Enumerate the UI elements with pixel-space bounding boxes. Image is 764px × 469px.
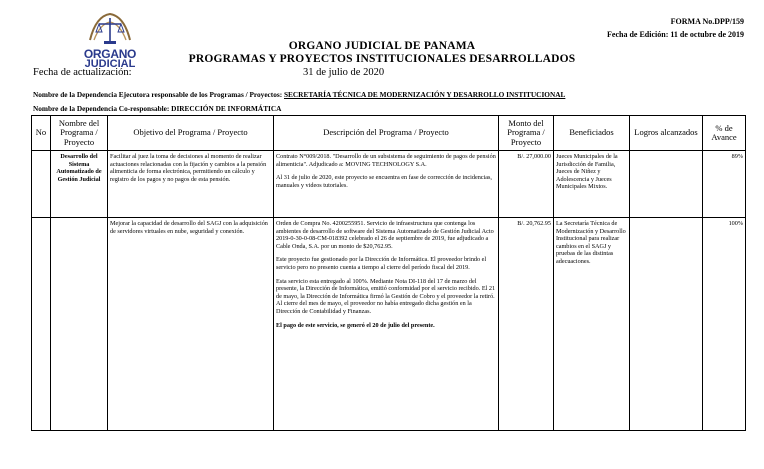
header-amount: Monto del Programa / Proyecto [499,116,554,151]
cell-amount: B/. 20,762.95 [499,218,554,431]
cell-achievements [630,151,703,218]
cell-progress: 89% [703,151,746,218]
description-paragraph: Contrato N°009/2018. "Desarrollo de un subsistema de seguimiento de pagos de pensión alimenticia". Adjudicado a: MOVING TECHNOLOGY S.A. [276,153,496,168]
executing-department-label: Nombre de la Dependencia Ejecutora responsable de los Programas / Proyectos: [33,90,283,99]
cell-description [274,151,499,218]
description-paragraph: Orden de Compra No. 4200255951. Servicio de infraestructura que contenga los ambientes de desarrollo de software del Sistema Automatizado de Gestión Judicial Acto 2019-0-30-0-08-CM-018392 celebrado el 26 de septiembre de 2019, fue adjudicado a Cable Onda, S.A. por un monto de $20,762.95. [276,220,494,250]
cell-beneficiaries: La Secretaría Técnica de Modernización y Desarrollo Institucional para realizar cambios en el SAGJ y pruebas de las distintas adecuaciones. [554,218,630,431]
edition-date: Fecha de Edición: 11 de octubre de 2019 [607,30,744,39]
cell-progress: 100% [703,218,746,431]
executing-department [33,90,565,99]
header-achievements: Logros alcanzados [630,116,703,151]
cell-no [32,151,51,218]
description-paragraph: Esta servicio esta entregado al 100%. Mediante Nota DI-118 del 17 de marzo del presente, la Dirección de Informática, emitió conformidad por el servicio recibido. El 21 de mayo, la Dirección de Informática firmó la Gestión de Cobro y el proveedor la retiró. Al cierre del mes de mayo, el proveedor no había entregado dicha gestión en la Dirección de Contabilidad y Finanzas. [276,277,496,315]
cell-amount: B/. 27,000.00 [499,151,554,218]
header-description: Descripción del Programa / Proyecto [274,116,499,151]
table-row [32,151,746,218]
cell-objective: Mejorar la capacidad de desarrollo del SAGJ con la adquisición de servidores virtuales en nube, seguridad y conexión. [108,218,274,431]
co-responsible-department [33,104,281,113]
cell-no [32,218,51,431]
cell-achievements [630,218,703,431]
header-progress: % de Avance [703,116,746,151]
logo-word-organo: ORGANO [83,47,137,61]
cell-program-name: Desarrollo del Sistema Automatizado de Gestión Judicial [51,151,108,218]
programs-table [31,115,746,431]
description-paragraph: Al 31 de julio de 2020, este proyecto se encuentra en fase de corrección de incidencias, manuales y videos tutoriales. [276,174,492,189]
form-number: FORMA No.DPP/159 [670,17,744,26]
cell-program-name [51,218,108,431]
update-date-label: Fecha de actualización: [33,67,132,78]
description-paragraph: El pago de este servicio, se generó el 20 de julio del presente. [276,321,435,329]
co-responsible-value: DIRECCIÓN DE INFORMÁTICA [171,104,282,113]
header-beneficiaries: Beneficiados [554,116,630,151]
table-row [32,218,746,431]
cell-description [274,218,499,431]
document-subtitle: PROGRAMAS Y PROYECTOS INSTITUCIONALES DESARROLLADOS [188,53,576,65]
executing-department-value: SECRETARÍA TÉCNICA DE MODERNIZACIÓN Y DESARROLLO INSTITUCIONAL [283,90,566,99]
header-program-name: Nombre del Programa / Proyecto [51,116,108,151]
header-objective: Objetivo del Programa / Proyecto [108,116,274,151]
co-responsible-label: Nombre de la Dependencia Co-responsable: [33,104,170,113]
logo-word-judicial: JUDICIAL [84,58,136,70]
document-title: ORGANO JUDICIAL DE PANAMA [288,40,476,52]
cell-beneficiaries: Jueces Municipales de la Jurisdicción de Familia, Jueces de Niñez y Adolescencia y Jueces Municipales Mixtos. [554,151,630,218]
description-paragraph: Este proyecto fue gestionado por la Dirección de Informática. El proveedor brindo el servicio pero no presento cuenta a tiempo al cierre del período fiscal del 2019. [276,256,487,271]
table-header-row [32,116,746,151]
update-date-value: 31 de julio de 2020 [303,67,385,78]
cell-objective: Facilitar al juez la toma de decisiones al momento de realizar actuaciones relacionadas con la fijación y cambios a la pensión alimenticia de forma electrónica, permitiendo un cálculo y registro de los pagos y no pagos de esta pensión. [108,151,274,218]
header-no: No [32,116,51,151]
